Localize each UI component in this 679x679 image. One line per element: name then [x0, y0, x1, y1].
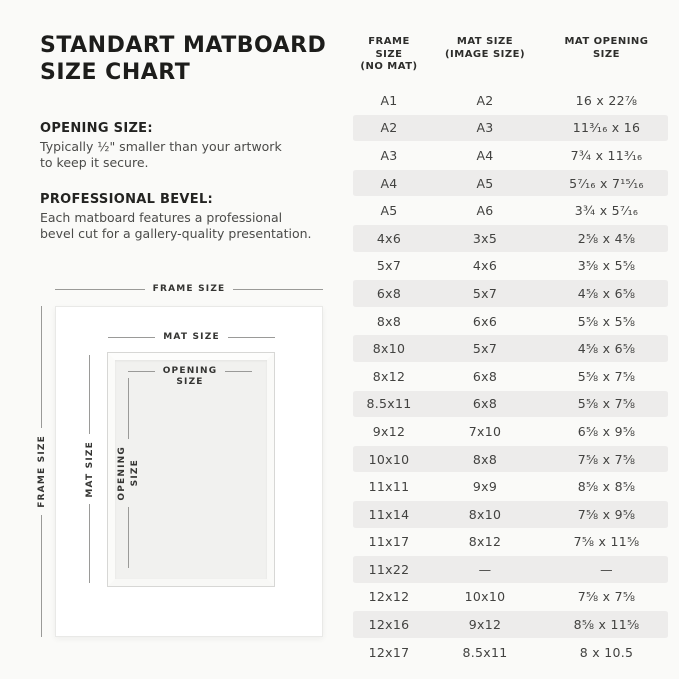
opening-size-side-word2: SIZE — [129, 459, 140, 487]
table-cell: 7⅝ x 7⅝ — [577, 589, 636, 605]
table-cell: 4⅝ x 6⅝ — [577, 341, 636, 357]
label-line — [55, 289, 145, 290]
table-row — [353, 253, 668, 280]
page-title-line1: STANDART MATBOARD — [40, 33, 327, 58]
table-row — [353, 390, 668, 419]
table-cell: A2 — [476, 92, 494, 108]
table-cell: 2⅝ x 4⅝ — [577, 230, 636, 246]
table-cell: A5 — [476, 175, 494, 191]
professional-bevel-text — [40, 210, 340, 242]
table-cell: 8x10 — [372, 341, 406, 357]
table-cell: 9x9 — [472, 479, 498, 495]
label-line — [89, 504, 90, 583]
table-cell: — — [600, 561, 613, 577]
label-line — [228, 337, 275, 338]
table-cell: A6 — [476, 203, 494, 219]
label-line — [225, 371, 252, 372]
table-cell: 8x8 — [376, 313, 402, 329]
table-row — [353, 87, 668, 114]
table-cell: 9x12 — [468, 617, 502, 633]
mat-size-side-label-text: MAT SIZE — [84, 440, 95, 498]
table-row — [353, 363, 668, 390]
table-row — [353, 500, 668, 529]
page-title-line2: SIZE CHART — [40, 60, 191, 85]
column-header-mat-size — [425, 36, 545, 74]
table-cell: A4 — [380, 175, 398, 191]
table-cell: 3x5 — [472, 230, 498, 246]
professional-bevel-heading: PROFESSIONAL BEVEL: — [40, 192, 214, 207]
table-cell: 11x17 — [368, 534, 410, 550]
table-cell: 12x17 — [368, 644, 410, 660]
size-table-header — [353, 36, 668, 74]
table-cell: — — [478, 561, 492, 577]
table-cell: 8.5x11 — [366, 396, 412, 412]
table-cell: 11x11 — [368, 479, 410, 495]
table-cell: 10x10 — [464, 589, 506, 605]
table-cell: A3 — [476, 120, 494, 136]
table-cell: 8x12 — [468, 534, 502, 550]
table-cell: 8x8 — [472, 451, 498, 467]
table-cell: 5⅝ x 7⅝ — [577, 396, 636, 412]
table-cell: A5 — [380, 203, 398, 219]
table-cell: 8.5x11 — [462, 644, 508, 660]
frame-size-side-label-text: FRAME SIZE — [36, 435, 47, 508]
page-title — [40, 32, 326, 86]
table-cell: 8⅝ x 11⅝ — [573, 617, 640, 633]
opening-size-top-label-line2: SIZE — [176, 377, 204, 387]
table-cell: 8x12 — [372, 368, 406, 384]
table-cell: 4⅝ x 6⅝ — [577, 285, 636, 301]
table-cell: 3¾ x 5⁷⁄₁₆ — [574, 203, 639, 219]
table-row — [353, 224, 668, 253]
label-line — [41, 306, 42, 428]
mat-size-top-label-text: MAT SIZE — [163, 332, 220, 342]
label-line — [233, 289, 323, 290]
table-cell: 4x6 — [376, 230, 402, 246]
table-row — [353, 142, 668, 169]
opening-size-top-label — [128, 366, 252, 388]
table-cell: 11x14 — [368, 506, 410, 522]
table-cell: 4x6 — [472, 258, 498, 274]
label-line — [89, 355, 90, 434]
label-line — [128, 371, 155, 372]
table-cell: 5⅝ x 7⅝ — [577, 368, 636, 384]
table-row — [353, 334, 668, 363]
table-cell: 12x16 — [368, 617, 410, 633]
table-cell: 7⅝ x 7⅝ — [577, 451, 636, 467]
table-row — [353, 555, 668, 584]
table-cell: 6x6 — [472, 313, 498, 329]
table-cell: 7x10 — [468, 423, 502, 439]
opening-size-top-label-line1: OPENING — [162, 366, 218, 376]
opening-size-text-line1: Typically ½" smaller than your artwork — [40, 139, 282, 154]
opening-size-side-label — [113, 378, 143, 568]
label-line — [41, 515, 42, 637]
table-row — [353, 169, 668, 198]
frame-size-side-label — [35, 306, 48, 637]
opening-size-side-word1: OPENING — [116, 445, 127, 501]
label-line — [128, 378, 129, 439]
label-line — [108, 337, 155, 338]
table-row — [353, 639, 668, 666]
table-cell: A2 — [380, 120, 398, 136]
table-cell: 6x8 — [376, 285, 402, 301]
table-cell: 3⅝ x 5⅝ — [577, 258, 636, 274]
column-header-frame-size — [353, 36, 425, 74]
table-cell: 11³⁄₁₆ x 16 — [572, 120, 641, 136]
size-table-body — [353, 87, 668, 665]
mat-size-side-label — [83, 355, 96, 583]
table-row — [353, 529, 668, 556]
table-row — [353, 445, 668, 474]
opening-size-side-label-text — [117, 446, 140, 501]
table-cell: A3 — [380, 147, 398, 163]
frame-size-top-label-text: FRAME SIZE — [152, 284, 226, 294]
table-cell: 7⅝ x 11⅝ — [573, 534, 640, 550]
table-row — [353, 308, 668, 335]
column-header-line: FRAME SIZE — [368, 36, 410, 60]
table-row — [353, 473, 668, 500]
table-cell: 8 x 10.5 — [579, 644, 634, 660]
table-row — [353, 584, 668, 611]
column-header-line: MAT SIZE — [456, 36, 514, 47]
table-cell: 10x10 — [368, 451, 410, 467]
opening-size-heading: OPENING SIZE: — [40, 121, 153, 136]
table-cell: 6⅝ x 9⅝ — [577, 423, 636, 439]
column-header-line: (NO MAT) — [360, 61, 418, 72]
table-cell: 12x12 — [368, 589, 410, 605]
table-cell: 6x8 — [472, 368, 498, 384]
column-header-line: MAT OPENING — [564, 36, 649, 47]
table-row — [353, 197, 668, 224]
table-cell: 7¾ x 11³⁄₁₆ — [570, 147, 643, 163]
label-line — [128, 507, 129, 568]
table-cell: 9x12 — [372, 423, 406, 439]
mat-size-top-label — [108, 332, 275, 343]
table-row — [353, 418, 668, 445]
opening-size-top-label-text — [163, 366, 218, 388]
column-header-mat-opening — [545, 36, 668, 74]
table-row — [353, 610, 668, 639]
table-cell: 11x22 — [368, 561, 410, 577]
table-row — [353, 279, 668, 308]
table-cell: 5x7 — [472, 285, 498, 301]
column-header-line: (IMAGE SIZE) — [444, 48, 526, 60]
table-cell: 8⅝ x 8⅝ — [577, 479, 636, 495]
professional-bevel-text-line1: Each matboard features a professional — [40, 210, 283, 225]
table-cell: 5⅝ x 5⅝ — [577, 313, 636, 329]
table-row — [353, 114, 668, 143]
frame-size-top-label — [55, 284, 323, 295]
opening-size-section — [40, 121, 340, 171]
opening-size-text — [40, 139, 340, 171]
professional-bevel-text-line2: bevel cut for a gallery-quality presentation. — [40, 226, 312, 241]
table-cell: 7⅝ x 9⅝ — [577, 506, 636, 522]
table-cell: A1 — [380, 92, 398, 108]
table-cell: A4 — [476, 147, 494, 163]
table-cell: 5⁷⁄₁₆ x 7¹⁵⁄₁₆ — [569, 175, 644, 191]
table-cell: 5x7 — [376, 258, 402, 274]
opening-size-text-line2: to keep it secure. — [40, 155, 149, 170]
table-cell: 6x8 — [472, 396, 498, 412]
table-cell: 8x10 — [468, 506, 502, 522]
table-cell: 16 x 22⅞ — [575, 92, 638, 108]
professional-bevel-section — [40, 192, 340, 242]
table-cell: 5x7 — [472, 341, 498, 357]
column-header-line: SIZE — [592, 48, 620, 60]
